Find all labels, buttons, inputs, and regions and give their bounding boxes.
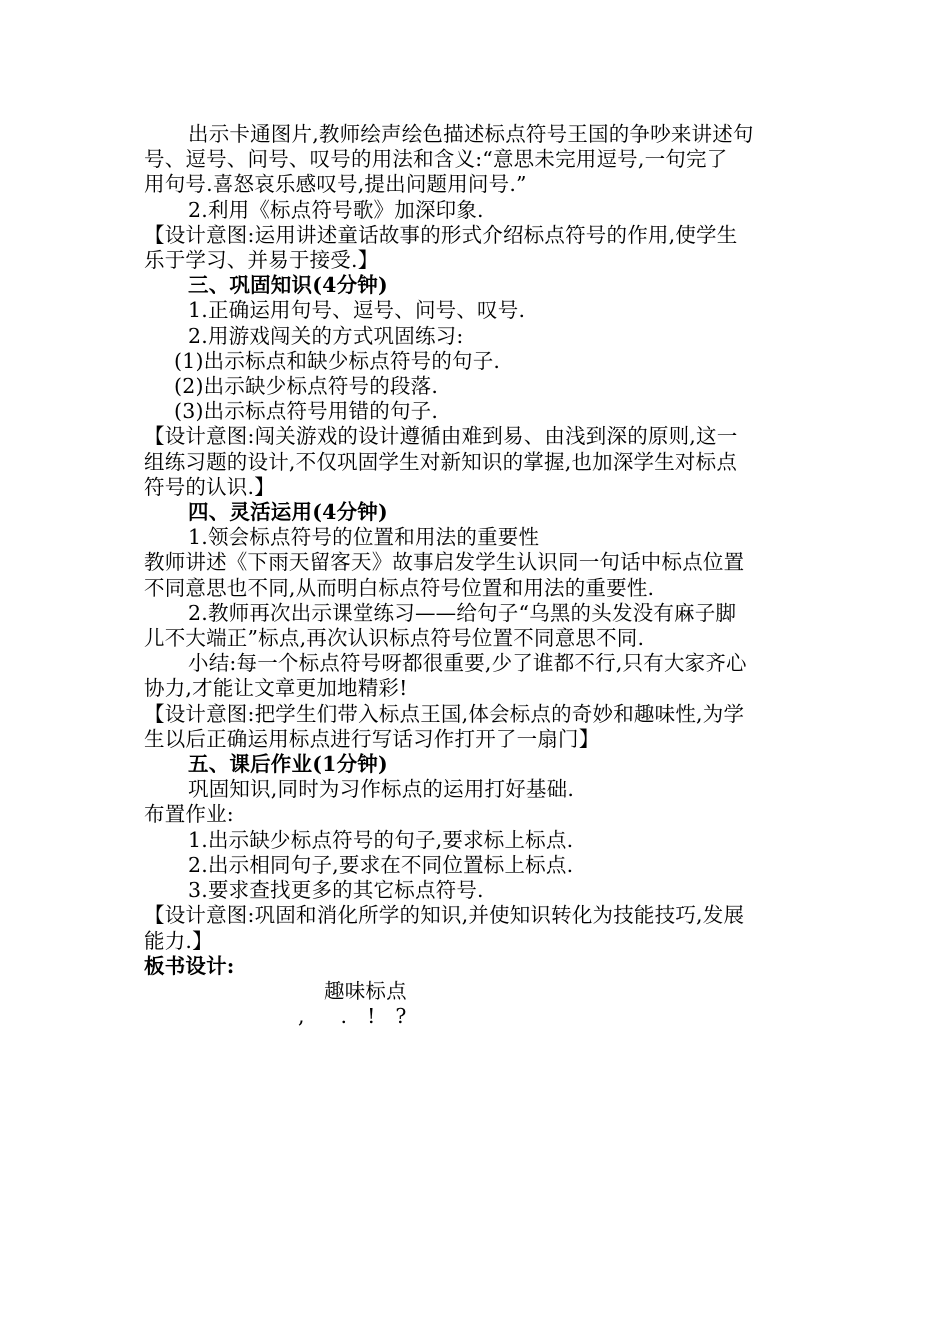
list-item: 2.用游戏闯关的方式巩固练习: bbox=[188, 323, 464, 348]
board-punctuation-marks bbox=[144, 1004, 812, 1029]
design-intent-line: 【设计意图:巩固和消化所学的知识,并使知识转化为技能技巧,发展 bbox=[144, 903, 745, 928]
summary-line: 小结:每一个标点符号呀都很重要,少了谁都不行,只有大家齐心 bbox=[188, 651, 747, 676]
design-intent-line: 组练习题的设计,不仅巩固学生对新知识的掌握,也加深学生对标点 bbox=[144, 449, 738, 474]
list-item: 2.利用《标点符号歌》加深印象. bbox=[188, 197, 484, 222]
board-design-label: 板书设计: bbox=[144, 953, 235, 978]
design-intent-line: 【设计意图:把学生们带入标点王国,体会标点的奇妙和趣味性,为学 bbox=[144, 701, 745, 726]
exclamation-mark: ! bbox=[367, 1004, 382, 1029]
design-intent-line: 能力.】 bbox=[144, 928, 213, 953]
section-heading: 四、灵活运用(4分钟) bbox=[188, 500, 388, 525]
board-title: 趣味标点 bbox=[324, 978, 407, 1003]
list-item: 3.要求查找更多的其它标点符号. bbox=[188, 878, 484, 903]
list-item: 2.出示相同句子,要求在不同位置标上标点. bbox=[188, 852, 574, 877]
design-intent-line: 符号的认识.】 bbox=[144, 474, 275, 499]
document-page bbox=[144, 122, 812, 1029]
design-intent-line: 【设计意图:运用讲述童话故事的形式介绍标点符号的作用,使学生 bbox=[144, 222, 738, 247]
list-item: 1.领会标点符号的位置和用法的重要性 bbox=[188, 525, 540, 550]
comma-mark: , bbox=[298, 1004, 311, 1029]
design-intent-line: 【设计意图:闯关游戏的设计遵循由难到易、由浅到深的原则,这一 bbox=[144, 424, 738, 449]
list-item: 1.出示缺少标点符号的句子,要求标上标点. bbox=[188, 827, 574, 852]
paragraph-line: 布置作业: bbox=[144, 802, 234, 827]
list-item: 1.正确运用句号、逗号、问号、叹号. bbox=[188, 298, 526, 323]
paragraph-line: 出示卡通图片,教师绘声绘色描述标点符号王国的争吵来讲述句 bbox=[188, 122, 754, 146]
design-intent-line: 生以后正确运用标点进行写话习作打开了一扇门】 bbox=[144, 726, 600, 751]
question-mark: ? bbox=[395, 1004, 413, 1029]
list-item: (3)出示标点符号用错的句子. bbox=[174, 399, 439, 424]
list-item: (1)出示标点和缺少标点符号的句子. bbox=[174, 348, 501, 373]
paragraph-line: 教师讲述《下雨天留客天》故事启发学生认识同一句话中标点位置 bbox=[144, 550, 745, 575]
paragraph-line: 不同意思也不同,从而明白标点符号位置和用法的重要性. bbox=[144, 575, 655, 600]
paragraph-line: 用句号.喜怒哀乐感叹号,提出问题用问号.” bbox=[144, 172, 527, 197]
summary-line: 协力,才能让文章更加地精彩! bbox=[144, 676, 408, 701]
period-mark: . bbox=[340, 1004, 354, 1029]
section-heading: 五、课后作业(1分钟) bbox=[188, 752, 388, 777]
list-item: 2.教师再次出示课堂练习——给句子“乌黑的头发没有麻子脚 bbox=[188, 600, 737, 625]
paragraph-line: 儿不大端正”标点,再次认识标点符号位置不同意思不同. bbox=[144, 626, 645, 651]
paragraph-line: 巩固知识,同时为习作标点的运用打好基础. bbox=[188, 777, 575, 802]
list-item: (2)出示缺少标点符号的段落. bbox=[174, 374, 439, 399]
paragraph-line: 号、逗号、问号、叹号的用法和含义:“意思未完用逗号,一句完了 bbox=[144, 147, 728, 172]
design-intent-line: 乐于学习、并易于接受.】 bbox=[144, 248, 379, 273]
section-heading: 三、巩固知识(4分钟) bbox=[188, 273, 388, 298]
